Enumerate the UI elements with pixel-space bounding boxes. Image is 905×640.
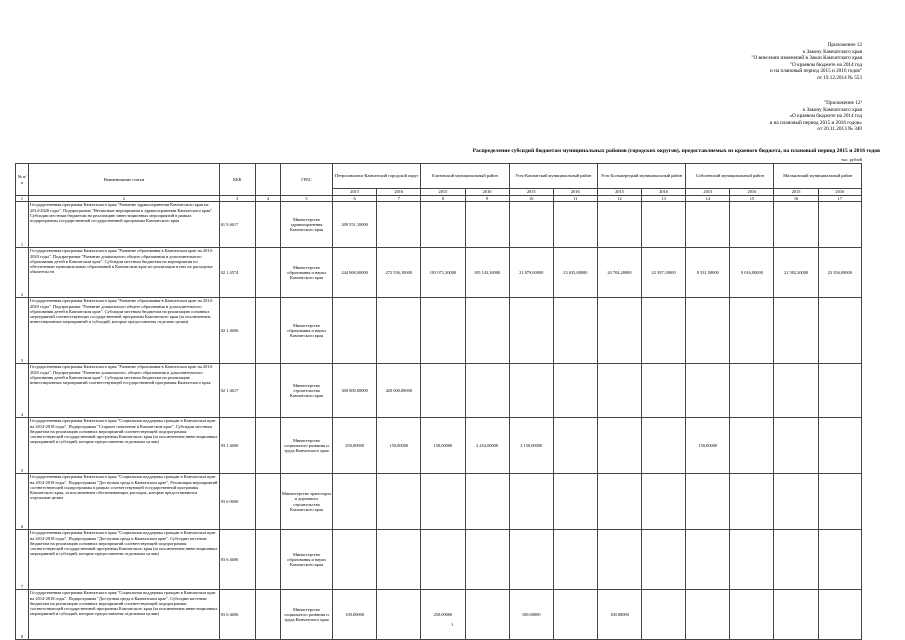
- row-grbs: Министерство строительства Камчатского края: [280, 364, 332, 418]
- row-value: [774, 364, 818, 418]
- column-index: 1: [16, 196, 29, 202]
- row-value: [553, 474, 597, 530]
- row-name: Государственная программа Камчатского края "Социальная поддержка граждан в Камчатском крае на 2014-2018 годы". Подпрограмма "Доступная среда в Камчатском крае". Субсидии местным бюджетам на реализацию основных мероприятий соответствующей подпрограммы соответствующей государственной программы Камчатского края (за исключением инвестиционных мероприятий и субсидий, которые предоставлены отдельным целям): [29, 590, 220, 640]
- header-year: 2016: [818, 189, 861, 196]
- column-index: 17: [818, 196, 861, 202]
- row-value: [465, 590, 509, 640]
- row-value: 250,00000: [421, 590, 465, 640]
- row-value: 100,00000: [597, 590, 641, 640]
- row-value: 150,00000: [421, 418, 465, 474]
- row-value: 9 016,00000: [730, 248, 774, 298]
- row-blank: [255, 590, 280, 640]
- header-grbs: ГРБС: [280, 164, 332, 196]
- column-index: 10: [509, 196, 553, 202]
- column-index: 15: [730, 196, 774, 202]
- row-value: [730, 298, 774, 364]
- header-no: № п/п: [16, 164, 29, 196]
- row-value: [774, 590, 818, 640]
- row-value: [686, 530, 730, 590]
- row-kbk: 03 6 4606: [219, 530, 255, 590]
- header-year: 2015: [509, 189, 553, 196]
- row-value: [686, 364, 730, 418]
- column-index: 14: [686, 196, 730, 202]
- header-municipality: Усть-Большерецкий муниципальный район: [597, 164, 685, 189]
- row-kbk: 03 1 4606: [219, 418, 255, 474]
- row-kbk: 02 1 4574: [219, 248, 255, 298]
- header-year: 2016: [553, 189, 597, 196]
- row-blank: [255, 418, 280, 474]
- row-value: [421, 202, 465, 248]
- row-value: [597, 298, 641, 364]
- row-value: [509, 474, 553, 530]
- row-value: 21 879,00000: [509, 248, 553, 298]
- row-value: [686, 298, 730, 364]
- appendix-line: Приложение 12: [827, 42, 862, 48]
- row-value: [818, 418, 861, 474]
- row-value: 420 000,00000: [377, 364, 421, 418]
- column-index: 7: [377, 196, 421, 202]
- header-year: 2015: [597, 189, 641, 196]
- row-value: [774, 418, 818, 474]
- row-grbs: Министерство социального развития и труда Камчатского края: [280, 418, 332, 474]
- appendix-line: от 20.11.2013 № 340: [817, 126, 862, 133]
- row-value: [642, 590, 686, 640]
- row-value: [553, 418, 597, 474]
- row-value: [597, 202, 641, 248]
- row-value: 21 582,20000: [774, 248, 818, 298]
- table-row: [16, 590, 862, 640]
- column-index: 12: [597, 196, 641, 202]
- column-index: 4: [255, 196, 280, 202]
- page-number: 1: [451, 622, 454, 627]
- appendix-line: к Закону Камчатского края: [802, 106, 862, 113]
- row-value: [333, 530, 377, 590]
- row-value: [642, 202, 686, 248]
- row-value: [509, 530, 553, 590]
- row-value: [465, 298, 509, 364]
- row-value: [730, 530, 774, 590]
- row-grbs: Министерство образования и науки Камчатского края: [280, 530, 332, 590]
- row-kbk: 02 1 4617: [219, 364, 255, 418]
- row-kbk: 03 6 4606: [219, 590, 255, 640]
- subsidies-table: [15, 163, 862, 640]
- row-name: Государственная программа Камчатского края "Социальная поддержка граждан в Камчатском крае на 2014-2018 годы". Подпрограмма "Доступная среда в Камчатском крае". Субсидии местным бюджетам на реализацию основных мероприятий соответствующей подпрограммы соответствующей государственной программы Камчатского края (за исключением инвестиционных мероприятий и субсидий, которые предоставлены отдельным целям): [29, 530, 220, 590]
- row-value: [818, 530, 861, 590]
- column-index: 2: [29, 196, 220, 202]
- row-value: [642, 298, 686, 364]
- row-value: [377, 590, 421, 640]
- row-value: 100,00000: [333, 590, 377, 640]
- table-row: [16, 530, 862, 590]
- table-row: [16, 202, 862, 248]
- row-value: 23 356,00000: [818, 248, 861, 298]
- row-value: [553, 364, 597, 418]
- header-name: Наименование статьи: [29, 164, 220, 196]
- table-row: [16, 248, 862, 298]
- row-number: 3: [16, 298, 29, 364]
- row-value: [730, 418, 774, 474]
- table-row: [16, 418, 862, 474]
- header-municipality: Петропавловск-Камчатский городской округ: [333, 164, 421, 189]
- row-number: 4: [16, 364, 29, 418]
- appendix-line: и на плановый период 2015 и 2016 годов": [770, 68, 862, 75]
- appendix-line: "О внесении изменений в Закон Камчатского края: [751, 55, 862, 62]
- row-value: 2 150,00000: [509, 418, 553, 474]
- appendix-line: от 19.12.2014 № 553: [817, 74, 862, 81]
- row-value: [774, 202, 818, 248]
- row-value: [465, 474, 509, 530]
- row-value: [686, 202, 730, 248]
- row-value: [730, 474, 774, 530]
- row-blank: [255, 248, 280, 298]
- row-value: 150,00000: [686, 418, 730, 474]
- row-value: [421, 364, 465, 418]
- header-year: 2015: [686, 189, 730, 196]
- row-name: Государственная программа Камчатского края "Развитие образования в Камчатском крае на 2014-2020 годы". Подпрограмма "Развитие дошкольного, общего образования и дополнительного образования детей в Камчатском крае". Субсидии местным бюджетам на реализацию инвестиционных мероприятий соответствующей государственной программы Камчатского края: [29, 364, 220, 418]
- document-title: Распределение субсидий бюджетам муниципальных районов (городских округов), предоставляемых из краевого бюджета, на плановый период 2015 и 2016 годов: [472, 148, 880, 154]
- table-row: [16, 474, 862, 530]
- row-value: [818, 474, 861, 530]
- row-value: [686, 474, 730, 530]
- row-value: 150,00000: [377, 418, 421, 474]
- header-municipality: Усть-Камчатский муниципальный район: [509, 164, 597, 189]
- row-name: Государственная программа Камчатского края "Развитие образования в Камчатском крае на 2014-2020 годы". Подпрограмма "Развитие дошкольного общего образования и дополнительного образования детей в Камчатском крае". Субсидии местным бюджетам на реализацию основных мероприятий соответствующих государственной программы Камчатского края (за исключением инвестиционных мероприятий и субсидий, которые предоставлены отдельно целям): [29, 298, 220, 364]
- row-value: [774, 530, 818, 590]
- row-value: 103 971,30000: [421, 248, 465, 298]
- row-name: Государственная программа Камчатского края "Социальная поддержка граждан в Камчатском крае на 2014-2018 годы". Подпрограмма "Старшее поколение в Камчатском крае". Субсидии местным бюджетам на реализацию основных мероприятий соответствующей подпрограммы соответствующей государственной программы Камчатского края (за исключением инвестиционных мероприятий и субсидий, которые предоставлены отдельным целям): [29, 418, 220, 474]
- row-value: [421, 298, 465, 364]
- row-name: Государственная программа Камчатского края "Развитие образования в Камчатском крае на 2014-2020 годы". Подпрограмма "Развитие дошкольного общего образования и дополнительного образования детей в Камчатском крае". Субсидии местным бюджетам на мероприятия по обеспечению муниципальных образований в Камчатском крае по реализации в них их расходных обязательств: [29, 248, 220, 298]
- appendix-line: «О краевом бюджете на 2014 год: [789, 113, 862, 120]
- row-value: [465, 530, 509, 590]
- row-value: 100,00000: [509, 590, 553, 640]
- row-value: [465, 202, 509, 248]
- row-blank: [255, 298, 280, 364]
- row-value: [465, 364, 509, 418]
- row-value: [333, 298, 377, 364]
- row-number: 7: [16, 530, 29, 590]
- column-index: 9: [465, 196, 509, 202]
- row-grbs: Министерство здравоохранения Камчатского края: [280, 202, 332, 248]
- row-value: [509, 298, 553, 364]
- row-number: 2: [16, 248, 29, 298]
- row-value: 250,00000: [333, 418, 377, 474]
- row-value: [597, 474, 641, 530]
- column-index: 11: [553, 196, 597, 202]
- column-index: 3: [219, 196, 255, 202]
- row-grbs: Министерство образования и науки Камчатского края: [280, 248, 332, 298]
- header-year: 2015: [774, 189, 818, 196]
- row-value: [818, 590, 861, 640]
- row-number: 1: [16, 202, 29, 248]
- row-value: [730, 364, 774, 418]
- row-value: [377, 202, 421, 248]
- row-value: 2 454,00000: [465, 418, 509, 474]
- row-value: [642, 364, 686, 418]
- row-number: 6: [16, 474, 29, 530]
- row-value: [553, 298, 597, 364]
- header-year: 2015: [333, 189, 377, 196]
- header-municipality: Елизовский муниципальный район: [421, 164, 509, 189]
- row-value: [642, 418, 686, 474]
- appendix-header: [751, 42, 862, 82]
- row-value: [377, 474, 421, 530]
- row-kbk: 03 6 0606: [219, 474, 255, 530]
- row-value: [553, 202, 597, 248]
- row-value: [642, 474, 686, 530]
- row-value: [553, 530, 597, 590]
- header-year: 2015: [421, 189, 465, 196]
- appendix-header-original: [770, 100, 862, 133]
- row-value: 209 551,10000: [333, 202, 377, 248]
- row-number: 8: [16, 590, 29, 640]
- header-year: 2016: [377, 189, 421, 196]
- appendix-line: и на плановый период 2015 и 2016 годов»: [769, 119, 862, 126]
- header-municipality: Соболевский муниципальный район: [686, 164, 774, 189]
- header-year: 2016: [642, 189, 686, 196]
- row-value: 105 143,30000: [465, 248, 509, 298]
- row-value: [333, 474, 377, 530]
- row-value: [597, 418, 641, 474]
- row-value: [597, 530, 641, 590]
- column-index: 6: [333, 196, 377, 202]
- column-index: 16: [774, 196, 818, 202]
- header-year: 2016: [465, 189, 509, 196]
- row-value: [818, 202, 861, 248]
- row-value: [421, 474, 465, 530]
- appendix-line: к Закону Камчатского края: [802, 48, 862, 55]
- row-value: 272 556,10000: [377, 248, 421, 298]
- table-row: [16, 298, 862, 364]
- header-blank: [255, 164, 280, 196]
- row-name: Государственная программа Камчатского края "Социальная поддержка граждан в Камчатском крае на 2014-2018 годы". Подпрограмма "Доступная среда в Камчатском крае". Реализация мероприятий соответствующей подпрограммы в рамках соответствующей государственной программы Камчатского края, за исключением обеспечивающих расходов, которые предоставляются отдельным целям: [29, 474, 220, 530]
- row-grbs: Министерство транспорта и дорожного строительства Камчатского края: [280, 474, 332, 530]
- row-value: [730, 590, 774, 640]
- row-value: [509, 364, 553, 418]
- appendix-line: "О краевом бюджете на 2014 год: [789, 61, 862, 68]
- header-year: 2016: [730, 189, 774, 196]
- row-blank: [255, 364, 280, 418]
- row-value: [818, 364, 861, 418]
- appendix-line: "Приложение 12¹: [824, 100, 862, 106]
- row-blank: [255, 474, 280, 530]
- row-value: 20 704,20000: [597, 248, 641, 298]
- column-index: 8: [421, 196, 465, 202]
- row-value: [509, 202, 553, 248]
- row-value: [730, 202, 774, 248]
- row-value: 23 635,00000: [553, 248, 597, 298]
- row-value: [774, 298, 818, 364]
- row-name: Государственная программа Камчатского края "Развитие здравоохранения Камчатского края на 2014-2020 годы". Подпрограмма "Нетиповые мероприятия в здравоохранении Камчатского края". Субсидии местным бюджетам на реализацию инвестиционных мероприятий в рамках подпрограммы государственной государственной программы Камчатского края: [29, 202, 220, 248]
- row-value: [553, 590, 597, 640]
- row-blank: [255, 530, 280, 590]
- column-index: 5: [280, 196, 332, 202]
- row-value: 22 397,10000: [642, 248, 686, 298]
- row-value: [377, 530, 421, 590]
- row-value: [597, 364, 641, 418]
- row-grbs: Министерство социального развития и труда Камчатского края: [280, 590, 332, 640]
- column-index: 13: [642, 196, 686, 202]
- row-kbk: 01 9 4617: [219, 202, 255, 248]
- row-blank: [255, 202, 280, 248]
- row-value: 8 331,50000: [686, 248, 730, 298]
- table-row: [16, 364, 862, 418]
- header-municipality: Мильковский муниципальный район: [774, 164, 862, 189]
- row-number: 5: [16, 418, 29, 474]
- row-grbs: Министерство образования и науки Камчатского края: [280, 298, 332, 364]
- row-value: [377, 298, 421, 364]
- row-value: [686, 590, 730, 640]
- units-label: тыс. рублей: [841, 157, 862, 162]
- row-value: [774, 474, 818, 530]
- row-value: [818, 298, 861, 364]
- row-value: 300 000,00000: [333, 364, 377, 418]
- row-kbk: 02 1 4606: [219, 298, 255, 364]
- row-value: [642, 530, 686, 590]
- header-kbk: КБК: [219, 164, 255, 196]
- row-value: [421, 530, 465, 590]
- row-value: 244 868,00000: [333, 248, 377, 298]
